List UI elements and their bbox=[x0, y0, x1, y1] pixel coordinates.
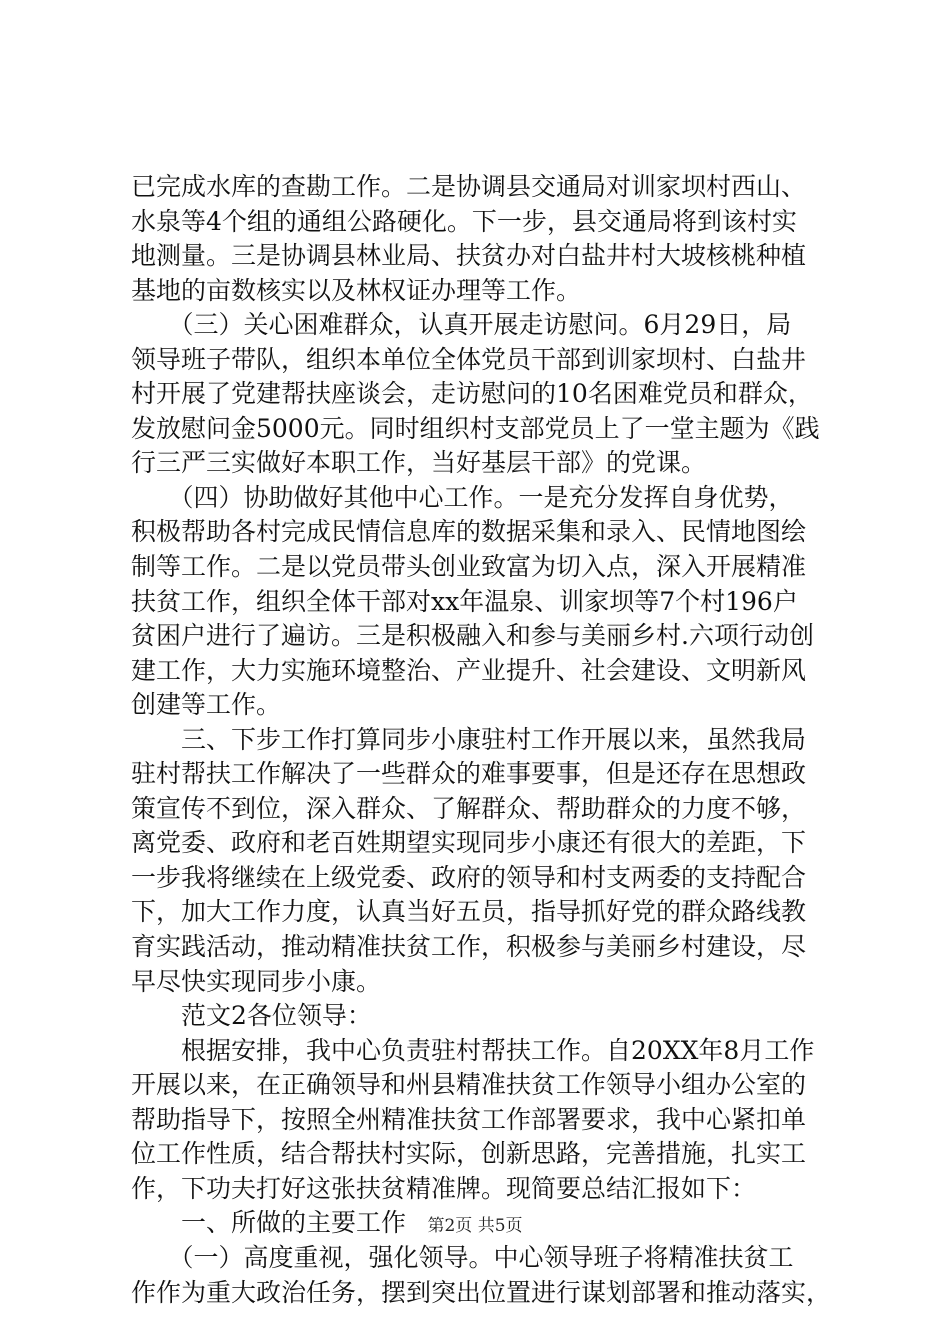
text-line: 村开展了党建帮扶座谈会，走访慰问的10名困难党员和群众， bbox=[131, 379, 813, 409]
text-line: 早尽快实现同步小康。 bbox=[131, 966, 382, 996]
text-line: 三、下步工作打算同步小康驻村工作开展以来，虽然我局 bbox=[131, 724, 807, 754]
text-line: 基地的亩数核实以及林权证办理等工作。 bbox=[131, 275, 582, 305]
text-line: 积极帮助各村完成民情信息库的数据采集和录入、民情地图绘 bbox=[131, 517, 807, 547]
text-line: 范文2各位领导： bbox=[131, 1001, 372, 1031]
text-line: 下，加大工作力度，认真当好五员，指导抓好党的群众路线教 bbox=[131, 897, 807, 927]
text-line: 帮助指导下，按照全州精准扶贫工作部署要求，我中心紧扣单 bbox=[131, 1104, 807, 1134]
text-line: 地测量。三是协调县林业局、扶贫办对白盐井村大坡核桃种植 bbox=[131, 241, 807, 271]
text-line: 一、所做的主要工作 bbox=[131, 1208, 407, 1238]
text-line: 贫困户进行了遍访。三是积极融入和参与美丽乡村.六项行动创 bbox=[131, 621, 814, 651]
text-line: 领导班子带队，组织本单位全体党员干部到训家坝村、白盐井 bbox=[131, 344, 807, 374]
text-line: 已完成水库的查勘工作。二是协调县交通局对训家坝村西山、 bbox=[131, 172, 807, 201]
text-line: 位工作性质，结合帮扶村实际，创新思路，完善措施，扎实工 bbox=[131, 1139, 807, 1169]
text-line: （四）协助做好其他中心工作。一是充分发挥自身优势， bbox=[131, 482, 794, 512]
text-line: 离党委、政府和老百姓期望实现同步小康还有很大的差距，下 bbox=[131, 828, 807, 858]
text-line: 一步我将继续在上级党委、政府的领导和村支两委的支持配合 bbox=[131, 862, 807, 892]
text-line: 驻村帮扶工作解决了一些群众的难事要事，但是还存在思想政 bbox=[131, 759, 807, 789]
text-line: 开展以来，在正确领导和州县精准扶贫工作领导小组办公室的 bbox=[131, 1070, 807, 1100]
text-line: （一）高度重视，强化领导。中心领导班子将精准扶贫工 bbox=[131, 1242, 794, 1272]
text-line: 发放慰问金5000元。同时组织村支部党员上了一堂主题为《践 bbox=[131, 413, 820, 443]
text-line: 制等工作。二是以党员带头创业致富为切入点，深入开展精准 bbox=[131, 552, 807, 582]
text-line: 作，下功夫打好这张扶贫精准牌。现简要总结汇报如下： bbox=[131, 1173, 757, 1203]
text-line: 水泉等4个组的通组公路硬化。下一步，县交通局将到该村实 bbox=[131, 206, 797, 236]
text-line: 行三严三实做好本职工作，当好基层干部》的党课。 bbox=[131, 448, 707, 478]
page-number-footer: 第2页 共5页 bbox=[427, 1216, 523, 1236]
text-line: 创建等工作。 bbox=[131, 690, 282, 720]
text-line: 作作为重大政治任务，摆到突出位置进行谋划部署和推动落实， bbox=[131, 1277, 832, 1307]
document-body bbox=[131, 170, 843, 1310]
text-line: （三）关心困难群众，认真开展走访慰问。6月29日，局 bbox=[131, 310, 792, 340]
text-line: 建工作，大力实施环境整治、产业提升、社会建设、文明新风 bbox=[131, 655, 807, 685]
text-line: 根据安排，我中心负责驻村帮扶工作。自20XX年8月工作 bbox=[131, 1035, 815, 1065]
text-line: 扶贫工作，组织全体干部对xx年温泉、训家坝等7个村196户 bbox=[131, 586, 798, 616]
text-line: 策宣传不到位，深入群众、了解群众、帮助群众的力度不够， bbox=[131, 793, 807, 823]
text-line: 育实践活动，推动精准扶贫工作，积极参与美丽乡村建设，尽 bbox=[131, 932, 807, 962]
